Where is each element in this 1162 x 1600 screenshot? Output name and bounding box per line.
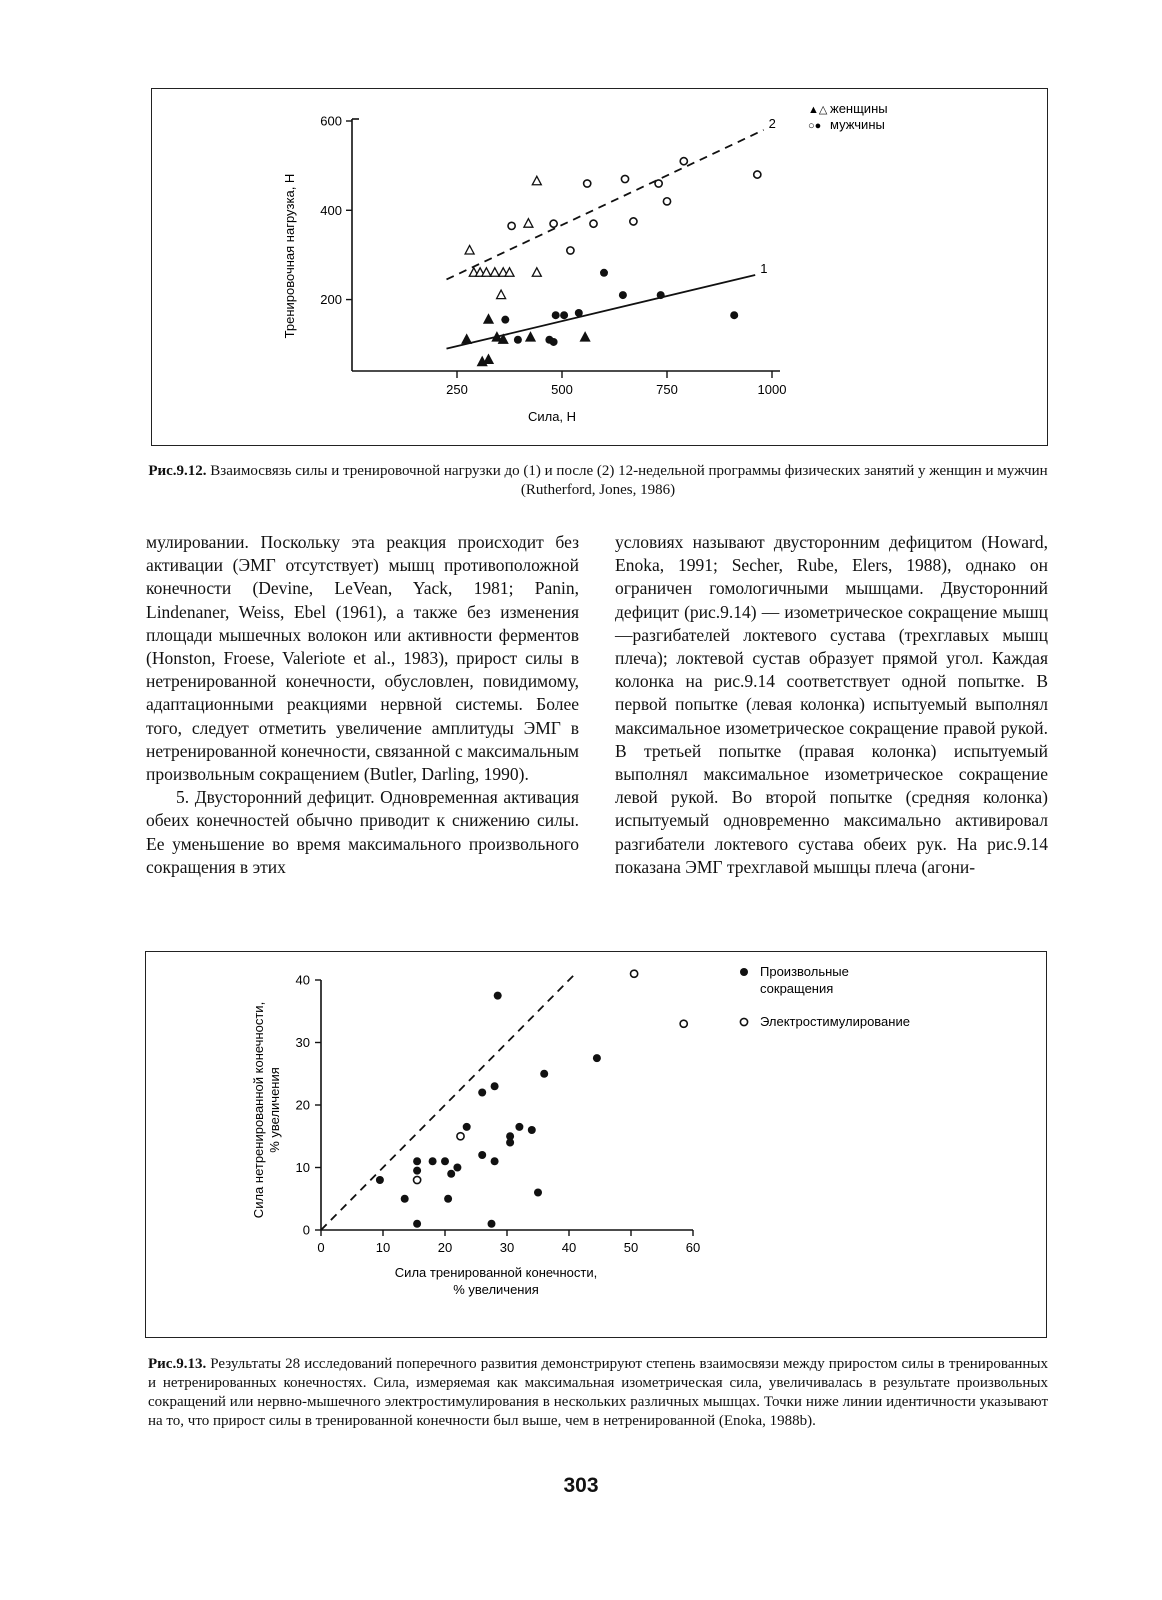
data-point bbox=[550, 220, 557, 227]
data-point bbox=[567, 247, 574, 254]
data-point bbox=[534, 1189, 542, 1197]
data-point bbox=[413, 1167, 421, 1175]
data-point bbox=[600, 269, 608, 277]
data-point bbox=[532, 268, 541, 277]
paragraph: мулировании. Поскольку эта реакция происходит без активации (ЭМГ отсутствует) мышц противоположной конечности (Devine, LeVean, Yack, 1981; Panin, Lindenaner, Weiss, Ebel (1961), а также без изменения площади мышечных волокон или активности ферментов (Honston, Froese, Valeriote et al., 1983), прирост силы в нетренированной конечности, обусловлен, повидимому, адаптационными реакциями нервной системы. Более того, следует отметить увеличение амплитуды ЭМГ в нетренированной конечности, связанной с максимальным произвольным сокращением (Butler, Darling, 1990). bbox=[146, 532, 579, 785]
data-point bbox=[413, 1157, 421, 1165]
y-tick-label: 10 bbox=[295, 1160, 310, 1175]
caption-label: Рис.9.12. bbox=[148, 463, 207, 479]
data-point bbox=[465, 245, 474, 254]
line-label: 1 bbox=[760, 261, 768, 277]
x-tick-label: 500 bbox=[551, 382, 573, 397]
data-point bbox=[401, 1195, 409, 1203]
data-point bbox=[491, 1157, 499, 1165]
data-point bbox=[680, 158, 687, 165]
data-point bbox=[593, 1054, 601, 1062]
line-label: 2 bbox=[768, 115, 776, 131]
data-point bbox=[630, 218, 637, 225]
paragraph: условиях называют двусторонним дефицитом (Howard, Enoka, 1991; Secher, Rube, Elers, 1988), однако он ограничен гомологичными мышцами. Двусторонний дефицит (рис.9.14) — изометрическое сокращение мышц—разгибателей локтевого сустава (трехглавых мышц плеча); локтевой сустав образует прямой угол. Каждая колонка на рис.9.14 соответствует одной попытке. В первой попытке (левая колонка) испытуемый выполнял максимальное изометрическое сокращение правой рукой. В третьей попытке (правая колонка) испытуемый выполнял максимальное изометрическое сокращение левой рукой. Во второй попытке (средняя колонка) испытуемый одновременно максимально активировал разгибатели локтевого сустава обеих рук. На рис.9.14 показана ЭМГ трехглавой мышцы плеча (агони- bbox=[615, 532, 1048, 877]
data-point bbox=[491, 1082, 499, 1090]
data-point bbox=[514, 336, 522, 344]
legend-label: сокращения bbox=[760, 981, 834, 996]
data-point bbox=[657, 291, 665, 299]
data-point bbox=[575, 309, 583, 317]
data-point bbox=[663, 198, 670, 205]
chart-9-13 bbox=[146, 952, 1046, 1337]
data-point bbox=[457, 1133, 464, 1140]
x-tick-label: 10 bbox=[375, 1240, 391, 1255]
data-point bbox=[444, 1195, 452, 1203]
x-tick-label: 60 bbox=[685, 1240, 701, 1255]
data-point bbox=[754, 171, 761, 178]
data-point bbox=[494, 992, 502, 1000]
data-point bbox=[478, 1151, 486, 1159]
regression-line-2 bbox=[447, 130, 764, 280]
data-point bbox=[506, 1132, 514, 1140]
data-point bbox=[532, 176, 541, 185]
x-tick-label: 50 bbox=[623, 1240, 639, 1255]
data-point bbox=[524, 219, 533, 228]
data-point bbox=[584, 180, 591, 187]
data-point bbox=[515, 1123, 523, 1131]
data-point bbox=[560, 311, 568, 319]
data-point bbox=[453, 1164, 461, 1172]
legend-marker bbox=[740, 968, 748, 976]
y-tick-label: 20 bbox=[295, 1097, 310, 1113]
legend-label: Произвольные bbox=[760, 964, 849, 979]
figure-9-13-caption bbox=[148, 1355, 1048, 1431]
data-point bbox=[484, 355, 493, 364]
x-tick-label: 20 bbox=[437, 1240, 453, 1255]
data-point bbox=[581, 333, 590, 342]
regression-line-1 bbox=[447, 275, 756, 349]
data-point bbox=[508, 222, 515, 229]
data-point bbox=[490, 268, 499, 277]
data-point bbox=[505, 268, 514, 277]
data-point bbox=[414, 1176, 421, 1183]
data-point bbox=[621, 175, 628, 182]
x-tick-label: 30 bbox=[499, 1240, 515, 1255]
data-point bbox=[376, 1176, 384, 1184]
data-point bbox=[655, 180, 662, 187]
data-point bbox=[447, 1170, 455, 1178]
y-tick-label: 0 bbox=[302, 1222, 310, 1238]
caption-label: Рис.9.13. bbox=[148, 1356, 207, 1372]
caption-text: Взаимосвязь силы и тренировочной нагрузки до (1) и после (2) 12-недельной программы физических занятий у женщин и мужчин (Rutherford, Jones, 1986) bbox=[210, 463, 1048, 498]
x-tick-label: 0 bbox=[317, 1240, 325, 1255]
figure-9-12 bbox=[151, 88, 1048, 446]
x-tick-label: 250 bbox=[446, 382, 468, 397]
x-axis-label: % увеличения bbox=[453, 1282, 539, 1297]
figure-9-13 bbox=[145, 951, 1047, 1338]
data-point bbox=[550, 338, 558, 346]
x-tick-label: 1000 bbox=[757, 382, 787, 397]
data-point bbox=[429, 1157, 437, 1165]
data-point bbox=[526, 333, 535, 342]
y-tick-label: 400 bbox=[320, 202, 342, 218]
data-point bbox=[730, 311, 738, 319]
data-point bbox=[528, 1126, 536, 1134]
page-number: 303 bbox=[563, 1474, 599, 1497]
data-point bbox=[590, 220, 597, 227]
legend-label: Электростимулирование bbox=[760, 1014, 910, 1029]
data-point bbox=[441, 1157, 449, 1165]
legend-marker bbox=[740, 1018, 747, 1025]
text-column-right bbox=[615, 531, 1048, 879]
data-point bbox=[463, 1123, 471, 1131]
text-column-left bbox=[146, 531, 579, 879]
y-tick-label: 600 bbox=[320, 113, 342, 129]
data-point bbox=[552, 311, 560, 319]
data-point bbox=[540, 1070, 548, 1078]
data-point bbox=[631, 970, 638, 977]
legend-label: женщины bbox=[830, 101, 888, 116]
data-point bbox=[478, 1089, 486, 1097]
x-axis-label: Сила, Н bbox=[527, 409, 577, 424]
data-point bbox=[680, 1020, 687, 1027]
data-point bbox=[497, 290, 506, 299]
x-axis-label: Сила тренированной конечности, bbox=[394, 1265, 598, 1280]
y-tick-label: 40 bbox=[295, 972, 310, 988]
figure-9-12-caption bbox=[148, 462, 1048, 500]
data-point bbox=[488, 1220, 496, 1228]
y-axis-label: Сила нетренированной конечности, bbox=[251, 1001, 266, 1219]
data-point bbox=[482, 268, 491, 277]
data-point bbox=[462, 335, 471, 344]
data-point bbox=[619, 291, 627, 299]
legend-symbols: ▲△ bbox=[808, 104, 828, 116]
x-tick-label: 40 bbox=[561, 1240, 577, 1255]
paragraph: 5. Двусторонний дефицит. Одновременная активация обеих конечностей обычно приводит к снижению силы. Ее уменьшение во время максимального произвольного сокращения в этих bbox=[146, 787, 579, 877]
y-tick-label: 200 bbox=[320, 292, 342, 308]
y-tick-label: 30 bbox=[295, 1035, 310, 1050]
legend-symbols: ○● bbox=[808, 120, 822, 132]
chart-9-12 bbox=[152, 89, 1047, 445]
y-axis-label: % увеличения bbox=[267, 1067, 282, 1153]
caption-text: Результаты 28 исследований поперечного развития демонстрируют степень взаимосвязи между приростом силы в тренированных и нетренированных конечностях. Сила, измеряемая как максимальная изометрическая сила, увеличивалась в результате произвольных сокращений или нервно-мышечного электростимулирования в нескольких различных мышцах. Точки ниже линии идентичности указывают на то, что прирост силы в тренированной конечности был выше, чем в нетренированной (Enoka, 1988b). bbox=[148, 1356, 1048, 1429]
x-tick-label: 750 bbox=[656, 382, 678, 397]
legend-label: мужчины bbox=[830, 117, 885, 132]
data-point bbox=[501, 316, 509, 324]
data-point bbox=[413, 1220, 421, 1228]
y-axis-label: Тренировочная нагрузка, Н bbox=[282, 173, 297, 339]
data-point bbox=[484, 315, 493, 324]
